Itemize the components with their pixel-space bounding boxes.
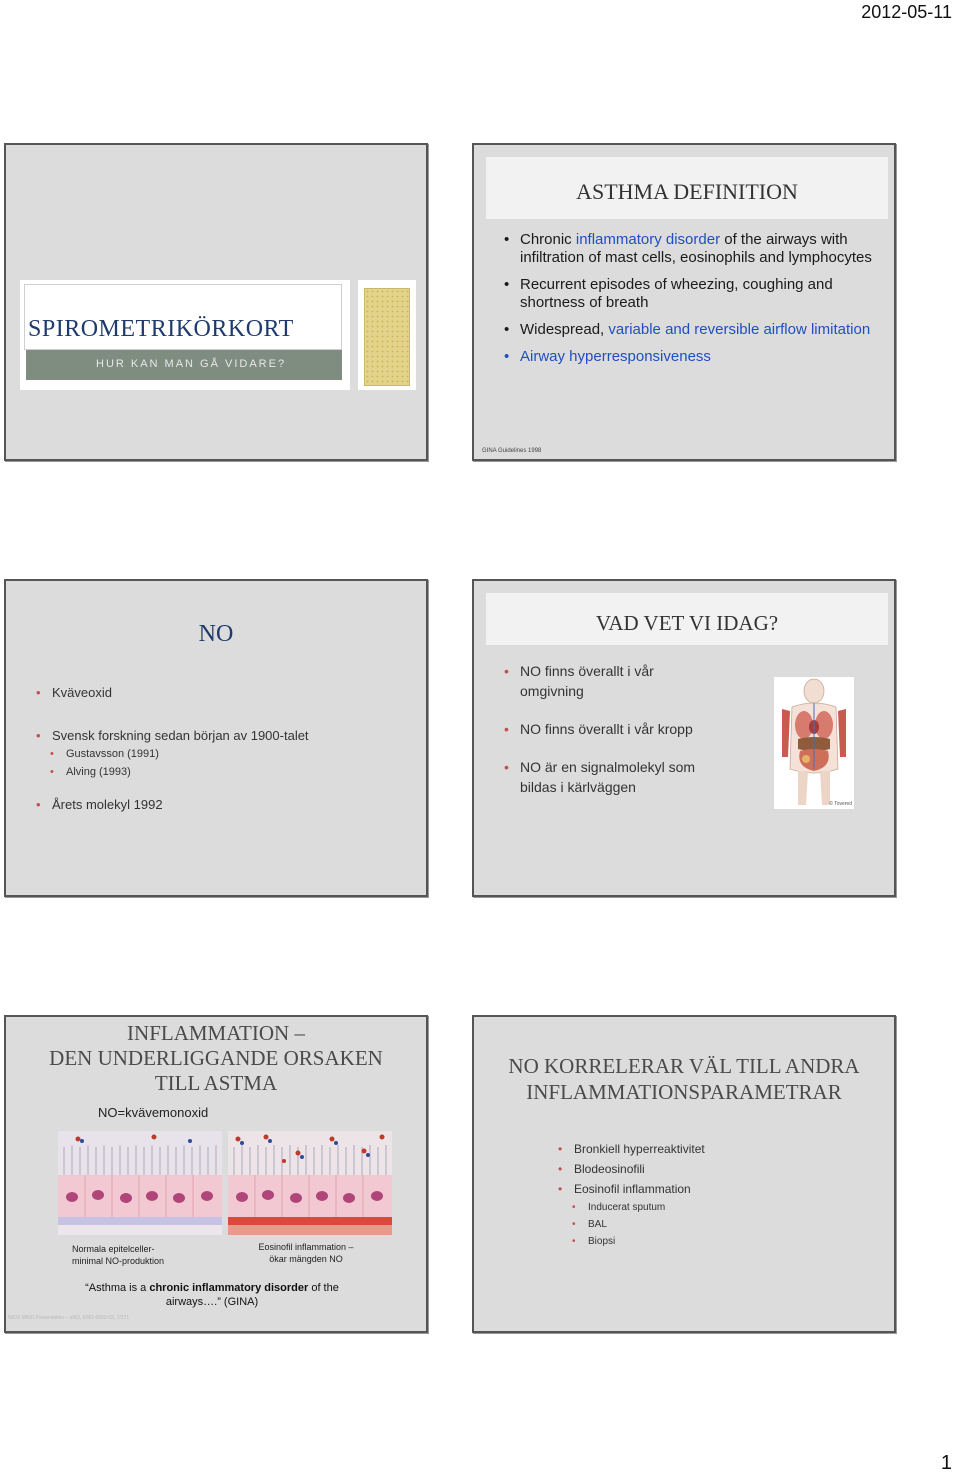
sub-bullet-item: • Biopsi	[568, 1233, 705, 1250]
decorative-panel	[358, 280, 416, 390]
image-caption-1: Normala epitelceller- minimal NO-produktion	[72, 1244, 165, 1266]
bullet-list	[32, 685, 112, 700]
sub-bullet-item: • Gustavsson (1991)	[46, 745, 309, 763]
slide-title: VAD VET VI IDAG?	[595, 611, 779, 635]
normal-epithelium-image	[58, 1131, 222, 1235]
bullet-item: • Kväveoxid	[32, 685, 112, 700]
image-credit: © Tovered	[829, 801, 852, 807]
slide-vad-vet-vi	[472, 579, 896, 897]
title-box	[486, 593, 888, 645]
slide-subtitle: NO=kvävemonoxid	[98, 1105, 209, 1120]
anatomy-figure	[774, 677, 854, 809]
slide-title: SPIROMETRIKÖRKORT	[28, 316, 294, 342]
sub-bullet-item: • Alving (1993)	[46, 763, 309, 781]
bullet-list	[500, 231, 884, 366]
slide-title: NO	[198, 621, 234, 647]
bullet-list	[554, 1139, 705, 1250]
slide-subtitle: HUR KAN MAN GÅ VIDARE?	[96, 358, 287, 370]
page-date: 2012-05-11	[861, 2, 952, 22]
slide-spirometri	[4, 143, 428, 461]
gina-quote: “Asthma is a chronic inflammatory disorder of the airways….” (GINA)	[85, 1282, 339, 1308]
bullet-list	[32, 797, 163, 812]
bullet-item: • NO finns överallt i vår omgivning	[500, 661, 720, 701]
bullet-item: • Årets molekyl 1992	[32, 797, 163, 812]
bullet-item: • Widespread, variable and reversible airflow limitation	[500, 321, 884, 339]
slide-title: INFLAMMATION – DEN UNDERLIGGANDE ORSAKEN TILL ASTMA	[49, 1021, 383, 1095]
bullet-list	[32, 727, 309, 781]
bullet-item: • Chronic inflammatory disorder of the airways with infiltration of mast cells, eosinophils and lymphocytes	[500, 231, 884, 267]
slide-inflammation	[4, 1015, 428, 1333]
slide-footer: GINA Guidelines 1998	[482, 448, 542, 454]
sub-bullet-item: • Inducerat sputum	[568, 1199, 705, 1216]
bullet-item: • Svensk forskning sedan början av 1900-talet	[32, 727, 309, 745]
slide-title: ASTHMA DEFINITION	[576, 179, 798, 204]
slide-title: NO KORRELERAR VÄL TILL ANDRA INFLAMMATIONSPARAMETRAR	[508, 1054, 860, 1104]
subtitle-band	[26, 350, 342, 380]
slide-no-korrelerar	[472, 1015, 896, 1333]
slide-footer: NIOX MINO Presentation – eNO, EMD-0060-02, 7/271	[8, 1315, 130, 1321]
page-number: 1	[940, 1452, 952, 1474]
slide-no	[4, 579, 428, 897]
bullet-item: • NO är en signalmolekyl som bildas i kärlväggen	[500, 757, 720, 797]
bullet-list	[500, 661, 720, 797]
bullet-item: • NO finns överallt i vår kropp	[500, 719, 720, 739]
bullet-item: • Bronkiell hyperreaktivitet	[554, 1139, 705, 1159]
image-caption-2: Eosinofil inflammation – ökar mängden NO	[258, 1242, 354, 1264]
slide-asthma-definition	[472, 143, 896, 461]
bullet-item: • Eosinofil inflammation	[554, 1179, 705, 1199]
sub-bullet-item: • BAL	[568, 1216, 705, 1233]
anatomy-illustration	[774, 677, 854, 809]
eosinophil-inflammation-image	[228, 1131, 392, 1235]
bullet-item: • Recurrent episodes of wheezing, coughing and shortness of breath	[500, 276, 884, 312]
bullet-item: • Blodeosinofili	[554, 1159, 705, 1179]
title-box	[486, 157, 888, 219]
pattern-image	[364, 288, 410, 386]
bullet-item: • Airway hyperresponsiveness	[500, 348, 884, 366]
title-panel	[20, 280, 350, 390]
